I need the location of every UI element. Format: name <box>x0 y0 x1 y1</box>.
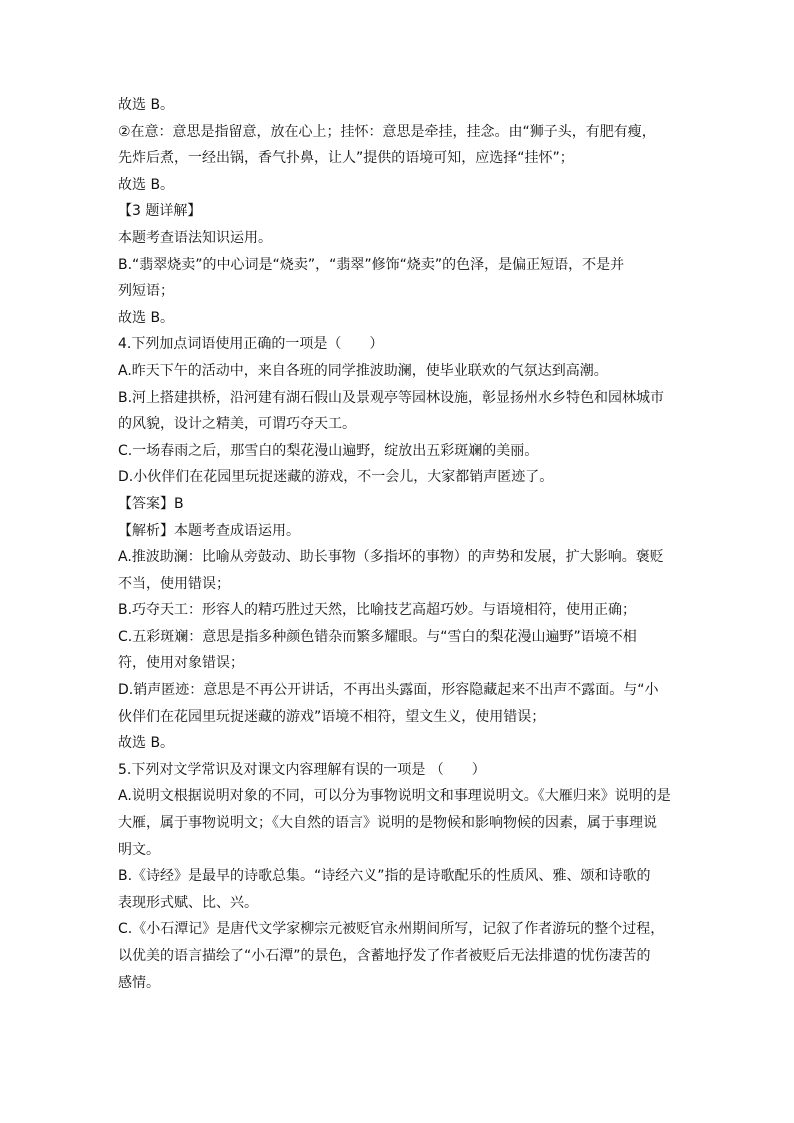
text-line: 的风貌，设计之精美，可谓巧夺天工。 <box>118 416 356 433</box>
text-line: ②在意：意思是指留意，放在心上；挂怀：意思是牵挂，挂念。由“狮子头，有肥有瘦， <box>118 123 656 140</box>
answer-line: 【答案】B <box>118 495 184 512</box>
text-line: B.巧夺天工：形容人的精巧胜过天然，比喻技艺高超巧妙。与语境相符，使用正确； <box>118 602 637 619</box>
option-c: C.一场春雨之后，那雪白的梨花漫山遍野，绽放出五彩斑斓的美丽。 <box>118 442 539 459</box>
option-a: A.说明文根据说明对象的不同，可以分为事物说明文和事理说明文。《大雁归来》说明的是 <box>118 788 671 805</box>
text-line: 感情。 <box>118 974 160 991</box>
option-d: D.小伙伴们在花园里玩捉迷藏的游戏，不一会儿，大家都销声匿迹了。 <box>118 469 554 486</box>
text-line: 不当，使用错误； <box>118 575 230 592</box>
text-line: C.五彩斑斓：意思是指多种颜色错杂而繁多耀眼。与“雪白的梨花漫山遍野”语境不相 <box>118 628 637 645</box>
document-page <box>118 92 678 996</box>
option-a: A.昨天下午的活动中，来自各班的同学推波助澜，使毕业联欢的气氛达到高潮。 <box>118 362 608 379</box>
question-stem: 4.下列加点词语使用正确的一项是（ ） <box>118 336 384 353</box>
text-line: 符，使用对象错误； <box>118 655 244 672</box>
text-line: 伙伴们在花园里玩捉迷藏的游戏”语境不相符，望文生义，使用错误； <box>118 708 546 725</box>
question-stem: 5.下列对文学常识及对课文内容理解有误的一项是 （ ） <box>118 761 486 778</box>
analysis-heading: 【解析】本题考查成语运用。 <box>118 522 300 539</box>
text-line: 先炸后煮，一经出锅，香气扑鼻，让人”提供的语境可知，应选择“挂怀”； <box>118 150 574 167</box>
text-line: 列短语； <box>118 283 174 300</box>
text-line: 明文。 <box>118 841 160 858</box>
option-b: B.《诗经》是最早的诗歌总集。“诗经六义”指的是诗歌配乐的性质风、雅、颂和诗歌的 <box>118 868 651 885</box>
text-line: A.推波助澜：比喻从旁鼓动、助长事物（多指坏的事物）的声势和发展，扩大影响。褒贬 <box>118 549 664 566</box>
text-line: 故选 B。 <box>118 176 175 193</box>
text-line: 表现形式赋、比、兴。 <box>118 894 258 911</box>
text-line: 故选 B。 <box>118 735 175 752</box>
option-b: B.河上搭建拱桥，沿河建有湖石假山及景观亭等园林设施，彰显扬州水乡特色和园林城市 <box>118 389 665 406</box>
text-line: B.“翡翠烧卖”的中心词是“烧卖”，“翡翠”修饰“烧卖”的色泽，是偏正短语，不是并 <box>118 256 625 273</box>
text-line: 以优美的语言描绘了“小石潭”的景色，含蓄地抒发了作者被贬后无法排遣的忧伤凄苦的 <box>118 948 651 964</box>
text-line: 大雁，属于事物说明文；《大自然的语言》说明的是物候和影响物候的因素，属于事理说 <box>118 815 657 832</box>
text-line: 故选 B。 <box>118 309 175 326</box>
text-line: 本题考查语法知识运用。 <box>118 229 272 246</box>
text-line: D.销声匿迹：意思是不再公开讲话，不再出头露面，形容隐藏起来不出声不露面。与“小 <box>118 682 659 699</box>
section-heading: 【3 题详解】 <box>118 203 202 220</box>
text-line: 故选 B。 <box>118 97 175 113</box>
option-c: C.《小石潭记》是唐代文学家柳宗元被贬官永州期间所写，记叙了作者游玩的整个过程， <box>118 921 665 938</box>
